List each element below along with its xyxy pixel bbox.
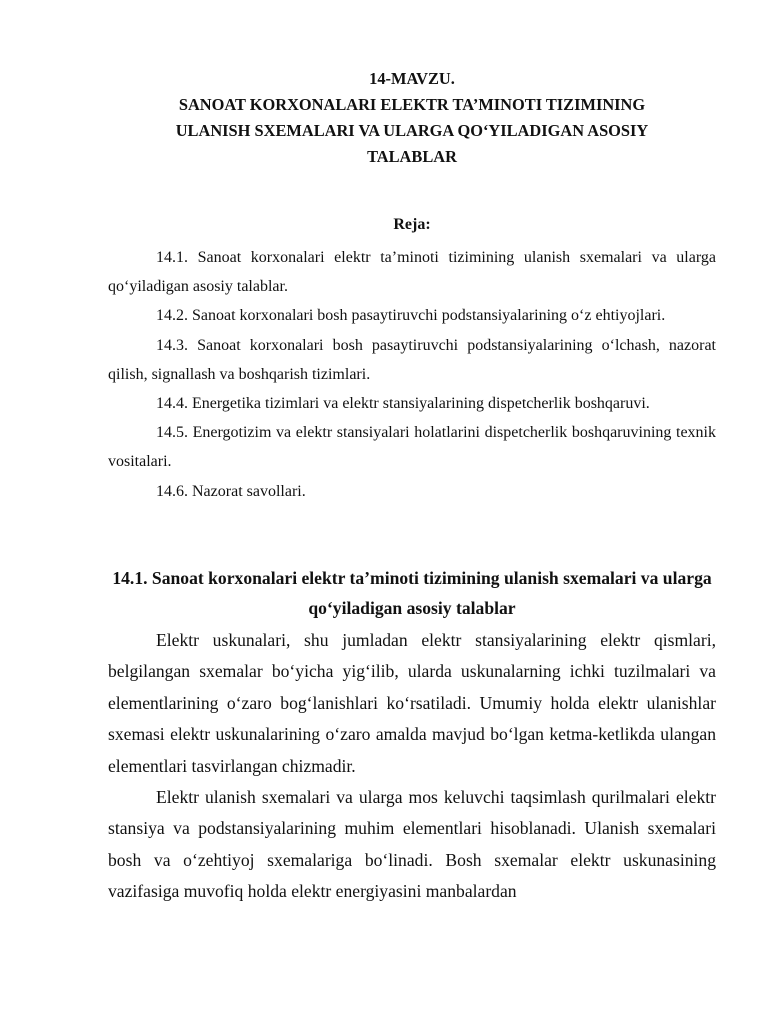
body-paragraph: Elektr uskunalari, shu jumladan elektr stansiyalarining elektr qismlari, belgilangan sxemalar bo‘yicha yig‘ilib, ularda uskunalarning ichki tuzilmalari va elementlarining o‘zaro bog‘lanishlari ko‘rsatiladi. Umumiy holda elektr ulanishlar sxemasi elektr uskunalarining o‘zaro amalda mavjud bo‘lgan ketma-ketlikda ulangan elementlari tasvirlangan chizmadir.	[108, 630, 716, 776]
plan-item: 14.2. Sanoat korxonalari bosh pasaytiruvchi podstansiyalarining o‘z ehtiyojlari.	[156, 307, 666, 325]
plan-item: 14.4. Energetika tizimlari va elektr stansiyalarining dispetcherlik boshqaruvi.	[156, 395, 650, 413]
document-title	[108, 66, 716, 170]
plan-heading: Reja:	[393, 216, 431, 233]
plan-item: 14.5. Energotizim va elektr stansiyalari holatlarini dispetcherlik boshqaruvining texnik vositalari.	[108, 424, 716, 471]
section-body	[108, 625, 716, 908]
section-heading: 14.1. Sanoat korxonalari elektr ta’minoti tizimining ulanish sxemalari va ularga qo‘yiladigan asosiy talablar	[112, 568, 712, 618]
title-line: TALABLAR	[367, 147, 457, 166]
title-line: ULANISH SXEMALARI VA ULARGA QO‘YILADIGAN ASOSIY	[175, 121, 649, 140]
body-paragraph: Elektr ulanish sxemalari va ularga mos keluvchi taqsimlash qurilmalari elektr stansiya va podstansiyalarining muhim elementlari hisoblanadi. Ulanish sxemalari bosh va o‘zehtiyoj sxemalariga bo‘linadi. Bosh sxemalar elektr uskunasining vazifasiga muvofiq holda elektr energiyasini manbalardan	[108, 787, 716, 902]
title-line: SANOAT KORXONALARI ELEKTR TA’MINOTI TIZIMINING	[178, 95, 646, 114]
plan-item: 14.3. Sanoat korxonalari bosh pasaytiruvchi podstansiyalarining o‘lchash, nazorat qilish, signallash va boshqarish tizimlari.	[108, 336, 716, 383]
plan-item: 14.6. Nazorat savollari.	[156, 482, 306, 500]
title-line: 14-MAVZU.	[369, 69, 455, 88]
plan-item: 14.1. Sanoat korxonalari elektr ta’minoti tizimining ulanish sxemalari va ularga qo‘yiladigan asosiy talablar.	[108, 249, 716, 296]
plan-list	[108, 243, 716, 506]
